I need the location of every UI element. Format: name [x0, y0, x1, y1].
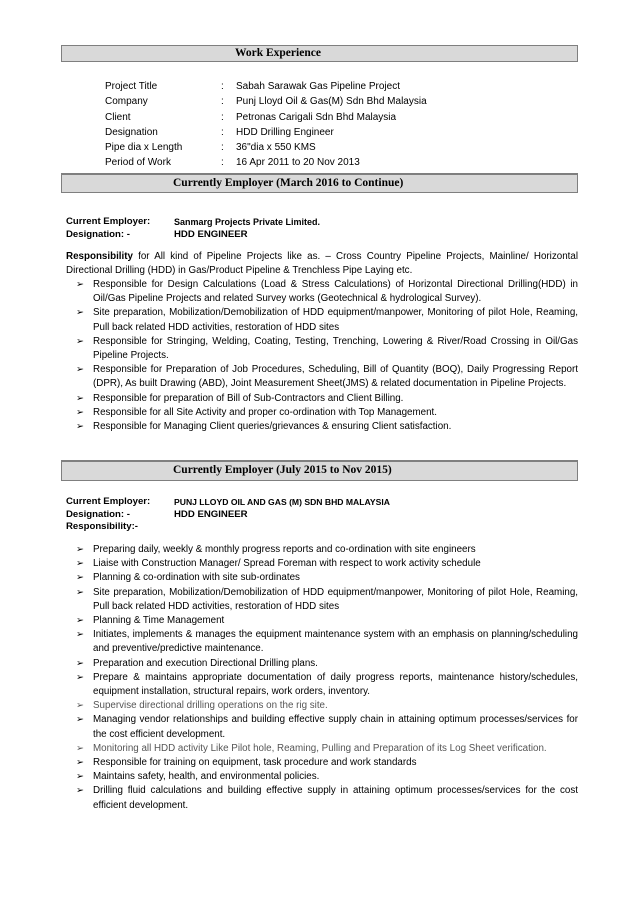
section2-title: Currently Employer (July 2015 to Nov 2015): [173, 464, 392, 476]
project-details: [105, 79, 427, 171]
list-item: ➢ Preparation and execution Directional Drilling plans.: [66, 657, 578, 671]
designation-value: HDD ENGINEER: [174, 508, 248, 520]
work-experience-title: Work Experience: [235, 47, 321, 59]
list-item: ➢ Preparing daily, weekly & monthly progress reports and co-ordination with site engineers: [66, 543, 578, 557]
arrow-bullet-icon: ➢: [76, 406, 84, 418]
list-item: ➢ Responsible for training on equipment, task procedure and work standards: [66, 756, 578, 770]
list-item: ➢ Liaise with Construction Manager/ Spread Foreman with respect to work activity schedule: [66, 557, 578, 571]
list-item: ➢ Responsible for Managing Client queries/grievances & ensuring Client satisfaction.: [66, 420, 578, 434]
arrow-bullet-icon: ➢: [76, 615, 84, 627]
arrow-bullet-icon: ➢: [76, 742, 84, 754]
employer-label: Current Employer:: [66, 216, 151, 227]
arrow-bullet-icon: ➢: [76, 657, 84, 669]
section1-responsibility: [66, 250, 578, 278]
section2-bar: [61, 460, 578, 481]
list-item: ➢ Supervise directional drilling operations on the rig site.: [66, 699, 578, 713]
detail-row: Company : Punj Lloyd Oil & Gas(M) Sdn Bhd Malaysia: [105, 96, 427, 108]
designation-label: Designation: -: [66, 228, 130, 240]
arrow-bullet-icon: ➢: [76, 364, 84, 376]
list-item: ➢ Responsible for all Site Activity and proper co-ordination with Top Management.: [66, 406, 578, 420]
arrow-bullet-icon: ➢: [76, 771, 84, 783]
arrow-bullet-icon: ➢: [76, 335, 84, 347]
employer-value: Sanmarg Projects Private Limited.: [174, 217, 321, 227]
list-item: ➢ Site preparation, Mobilization/Demobilization of HDD equipment/manpower, Monitoring of pilot Hole, Reaming, Pull back related HDD activities, restoration of HDD sites: [76, 586, 578, 612]
list-item: ➢ Responsible for Stringing, Welding, Coating, Testing, Trenching, Lowering & River/Road Crossing in Oil/Gas Pipeline Projects.: [76, 335, 578, 362]
responsibility-label: Responsibility:-: [66, 521, 138, 532]
arrow-bullet-icon: ➢: [76, 629, 84, 641]
list-item: ➢ Maintains safety, health, and environmental policies.: [66, 770, 578, 784]
detail-row: Project Title : Sabah Sarawak Gas Pipeline Project: [105, 81, 400, 92]
arrow-bullet-icon: ➢: [76, 307, 84, 319]
employer-value: PUNJ LLOYD OIL AND GAS (M) SDN BHD MALAYSIA: [174, 497, 390, 507]
detail-row: Pipe dia x Length : 36"dia x 550 KMS: [105, 142, 316, 154]
section1-title: Currently Employer (March 2016 to Continue): [173, 177, 404, 189]
responsibility-text: for All kind of Pipeline Projects like as. – Cross Country Pipeline Projects, Mainline/ Horizontal Directional Drilling (HDD) in Gas/Product Pipeline & Trenchless Pipe Laying etc.: [66, 251, 578, 277]
detail-row: Client : Petronas Carigali Sdn Bhd Malaysia: [105, 111, 397, 123]
detail-row: Designation : HDD Drilling Engineer: [105, 126, 334, 138]
list-item: ➢ Planning & Time Management: [66, 614, 578, 628]
list-item: ➢ Responsible for preparation of Bill of Sub-Contractors and Client Billing.: [66, 392, 578, 406]
list-item: ➢ Planning & co-ordination with site sub-ordinates: [66, 571, 578, 585]
arrow-bullet-icon: ➢: [76, 700, 84, 712]
work-experience-bar: [61, 45, 578, 62]
section1-bar: [61, 173, 578, 193]
employer-label: Current Employer:: [66, 496, 151, 507]
arrow-bullet-icon: ➢: [76, 572, 84, 584]
section2-bullets: [66, 543, 578, 813]
arrow-bullet-icon: ➢: [76, 558, 84, 570]
list-item: ➢ Initiates, implements & manages the equipment maintenance system with an emphasis on planning/scheduling and preventive/predictive maintenance.: [76, 629, 578, 655]
arrow-bullet-icon: ➢: [76, 392, 84, 404]
list-item: ➢ Prepare & maintains appropriate documentation of daily progress reports, maintenance history/schedules, equipment installation, structural repairs, work orders, inventory.: [76, 671, 578, 698]
arrow-bullet-icon: ➢: [76, 544, 84, 555]
arrow-bullet-icon: ➢: [76, 714, 84, 726]
section1-employer-block: [66, 216, 320, 241]
list-item: ➢ Site preparation, Mobilization/Demobilization of HDD equipment/manpower, Monitoring of pilot Hole, Reaming, Pull back related HDD activities, restoration of HDD sites: [76, 307, 578, 333]
designation-label: Designation: -: [66, 508, 130, 520]
list-item: ➢ Responsible for Design Calculations (Load & Stress Calculations) of Horizontal Directional Drilling(HDD) in Oil/Gas Pipeline Projects and related Survey works (Geotechnical & hydrological Survey).: [76, 279, 578, 305]
arrow-bullet-icon: ➢: [76, 785, 84, 797]
arrow-bullet-icon: ➢: [76, 671, 84, 683]
arrow-bullet-icon: ➢: [76, 586, 84, 598]
section1-bullets: [66, 278, 578, 434]
detail-row: Period of Work : 16 Apr 2011 to 20 Nov 2013: [105, 157, 360, 169]
list-item: ➢ Managing vendor relationships and building effective supply chain in attaining optimum processes/services for the cost efficient development.: [76, 714, 578, 740]
responsibility-lead: Responsibility: [66, 251, 133, 262]
list-item: ➢ Monitoring all HDD activity Like Pilot hole, Reaming, Pulling and Preparation of its Log Sheet verification.: [66, 742, 578, 756]
section2-employer-block: [66, 496, 390, 534]
arrow-bullet-icon: ➢: [76, 279, 84, 290]
list-item: ➢ Drilling fluid calculations and building effective supply in attaining optimum processes/services for the cost efficient development.: [76, 785, 578, 811]
list-item: ➢ Responsible for Preparation of Job Procedures, Scheduling, Bill of Quantity (BOQ), Daily Progressing Report (DPR), As built Drawing (ABD), Joint Measurement Sheet(JMS) & related documentation in Pipeline Projects.: [76, 364, 578, 390]
arrow-bullet-icon: ➢: [76, 421, 84, 433]
designation-value: HDD ENGINEER: [174, 228, 248, 240]
arrow-bullet-icon: ➢: [76, 757, 84, 769]
